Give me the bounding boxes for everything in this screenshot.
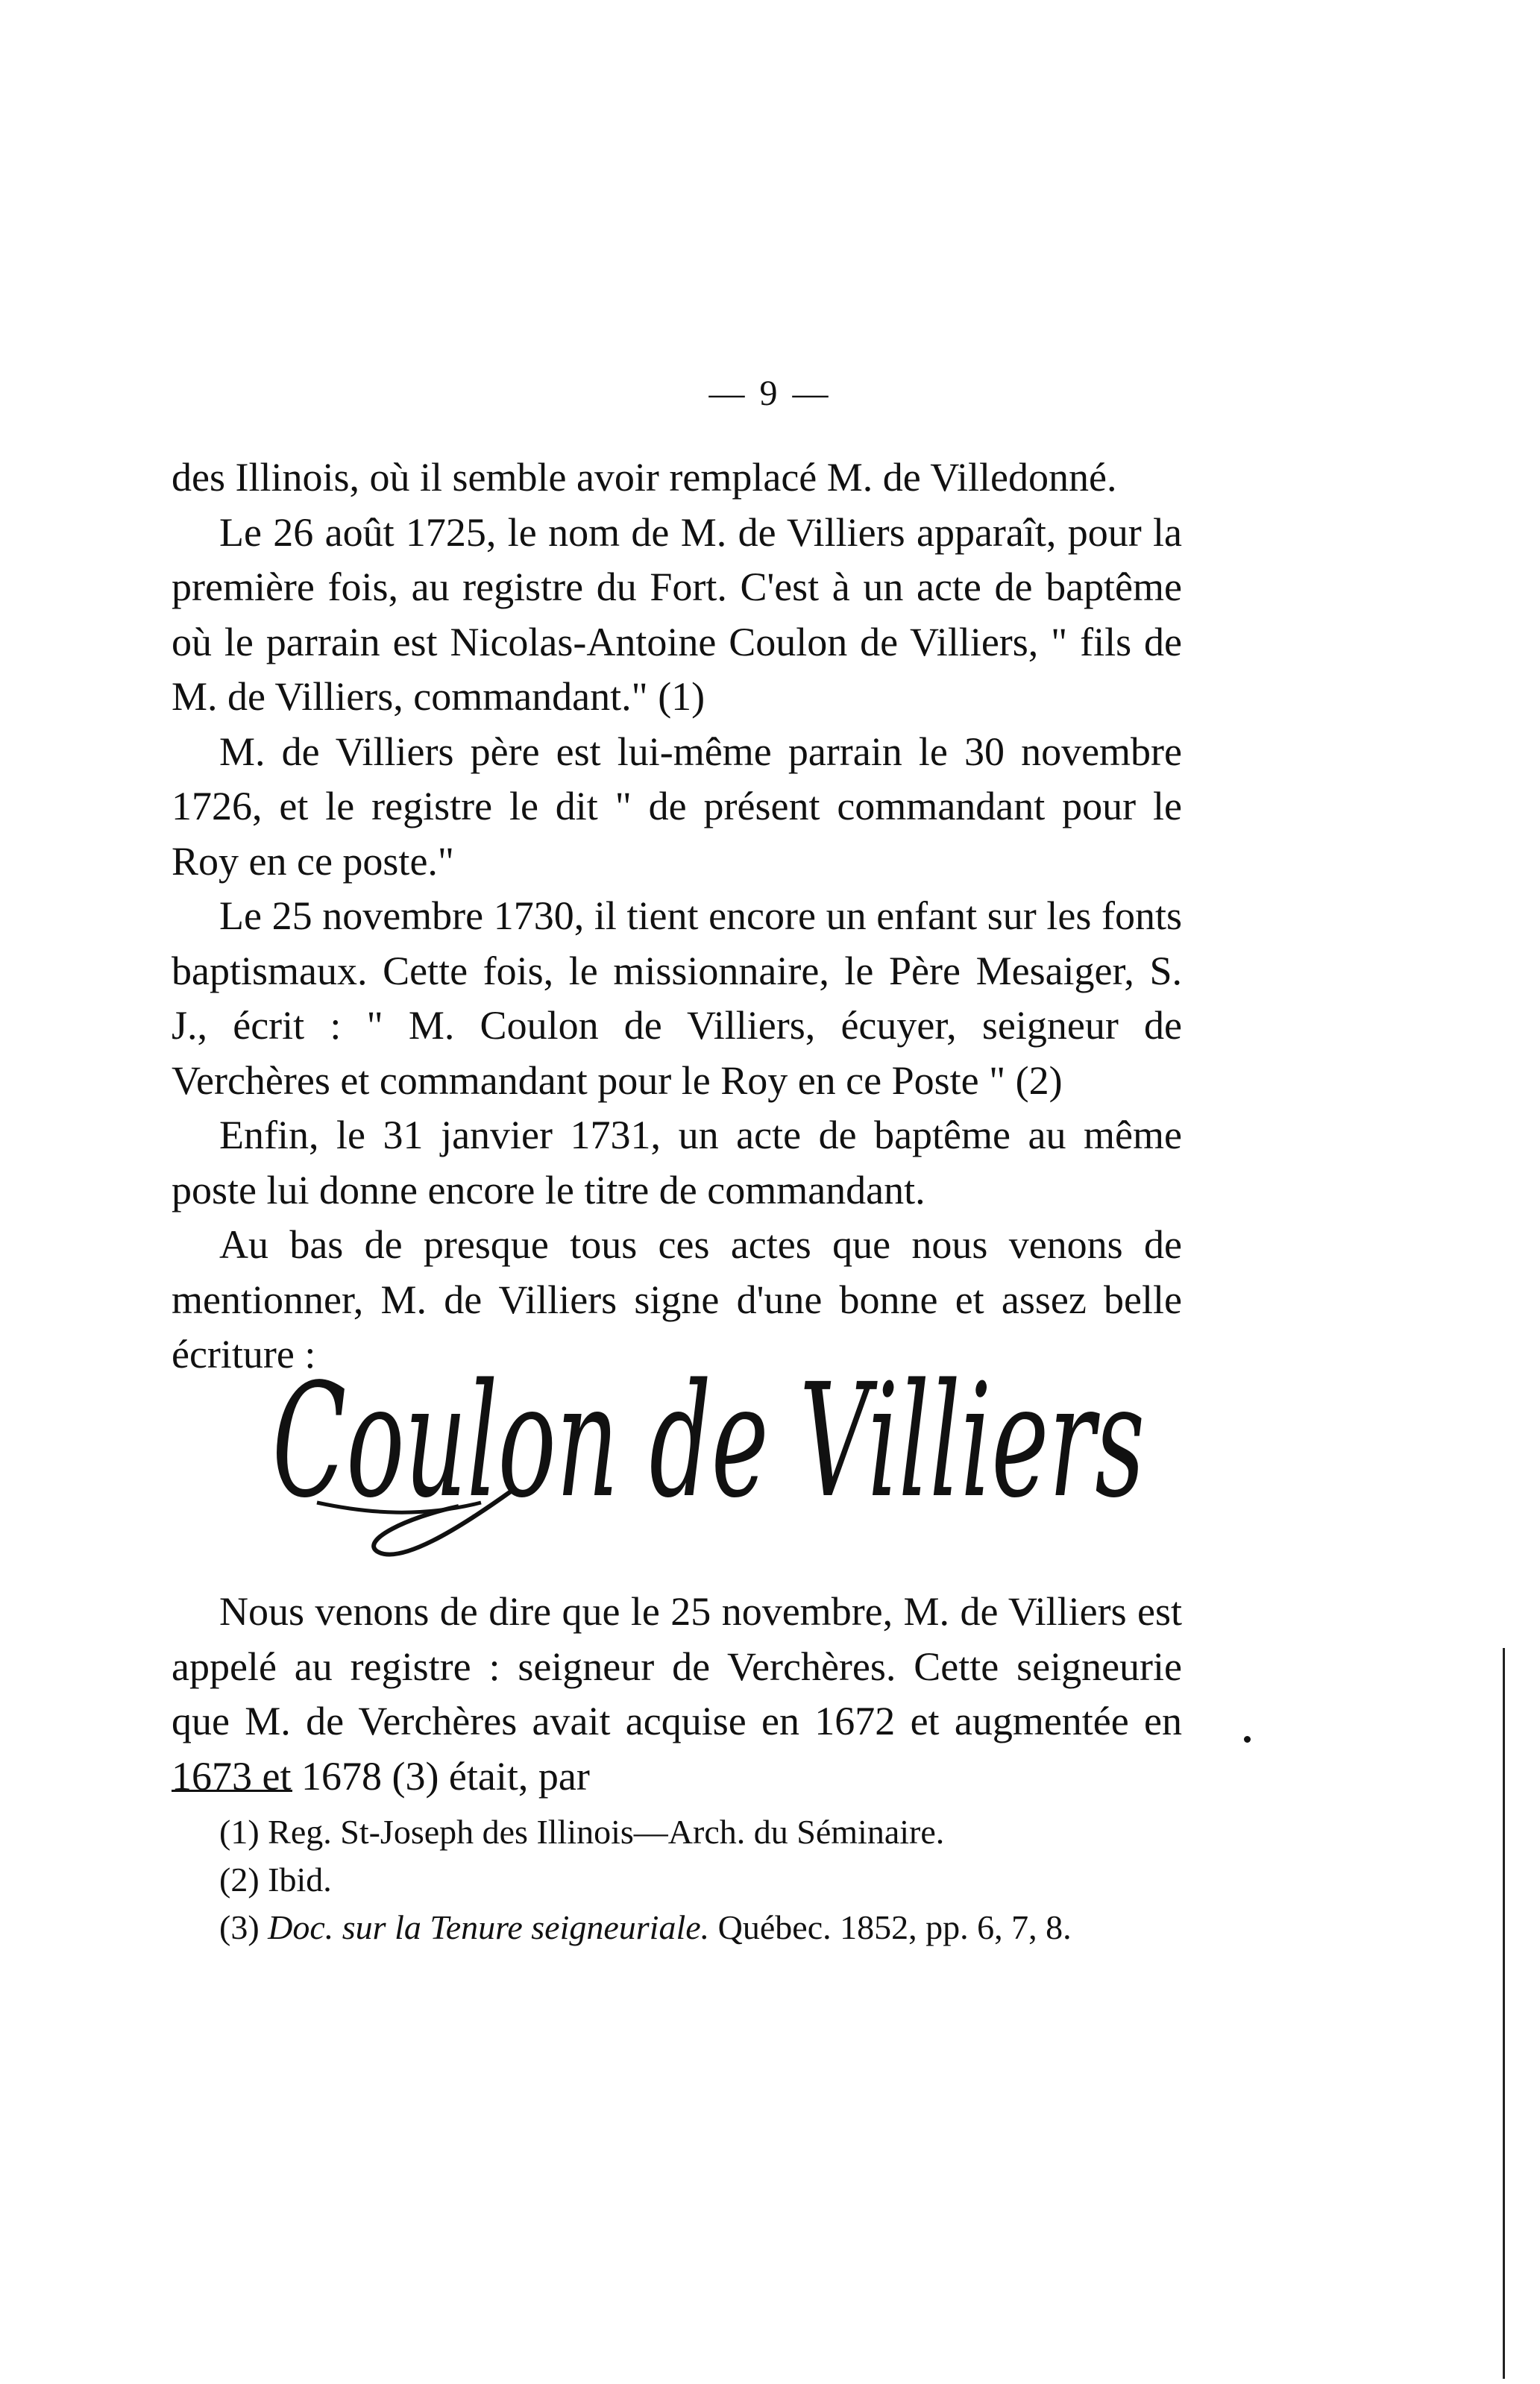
footnote-title: Doc. sur la Tenure seigneuriale. [268, 1908, 710, 1946]
footnote-text-after: Québec. 1852, pp. 6, 7, 8. [709, 1908, 1072, 1946]
paragraph: Au bas de presque tous ces actes que nous venons de mentionner, M. de Villiers signe d'une bonne et assez belle écriture : [172, 1222, 1182, 1377]
footnote-mark: (2) [219, 1861, 260, 1899]
page-edge-line [1503, 1648, 1505, 2379]
paragraph: M. de Villiers père est lui-même parrain le 30 novembre 1726, et le registre le dit " de présent commandant pour le Roy en ce poste." [172, 729, 1182, 884]
paragraph: Le 25 novembre 1730, il tient encore un enfant sur les fonts baptismaux. Cette fois, le missionnaire, le Père Mesaiger, S. J., écrit : " M. Coulon de Villiers, écuyer, seigneur de Verchères et commandant pour le Roy en ce Poste " (2) [172, 893, 1182, 1103]
footnote [172, 1808, 1182, 1856]
footnotes [172, 1808, 1182, 1951]
paragraph: Le 26 août 1725, le nom de M. de Villiers apparaît, pour la première fois, au registre du Fort. C'est à un acte de baptême où le parrain est Nicolas-Antoine Coulon de Villiers, " fils de M. de Villiers, commandant." (1) [172, 509, 1182, 719]
paragraph: Nous venons de dire que le 25 novembre, M. de Villiers est appelé au registre : seigneur de Verchères. Cette seigneurie que M. de Verchères avait acquise en 1672 et augmentée en 1673 et 1678 (3) était, par [172, 1589, 1182, 1799]
footnote [172, 1904, 1182, 1951]
handwritten-signature [265, 1365, 1160, 1581]
text-after-signature [172, 1585, 1182, 1804]
footnote-text: Ibid. [268, 1861, 332, 1899]
signature-text: Coulon de Villiers [272, 1365, 1145, 1532]
footnote-mark: (3) [219, 1908, 260, 1946]
paragraph: des Illinois, où il semble avoir remplacé M. de Villedonné. [172, 455, 1117, 500]
page-number: — 9 — [708, 374, 832, 413]
margin-mark [1244, 1736, 1251, 1743]
footnote-text: Reg. St-Joseph des Illinois—Arch. du Séminaire. [268, 1813, 945, 1851]
footnote [172, 1856, 1182, 1904]
footnote-divider [172, 1790, 292, 1792]
paragraph: Enfin, le 31 janvier 1731, un acte de baptême au même poste lui donne encore le titre de commandant. [172, 1113, 1182, 1213]
main-text [172, 450, 1182, 1383]
footnote-mark: (1) [219, 1813, 260, 1851]
